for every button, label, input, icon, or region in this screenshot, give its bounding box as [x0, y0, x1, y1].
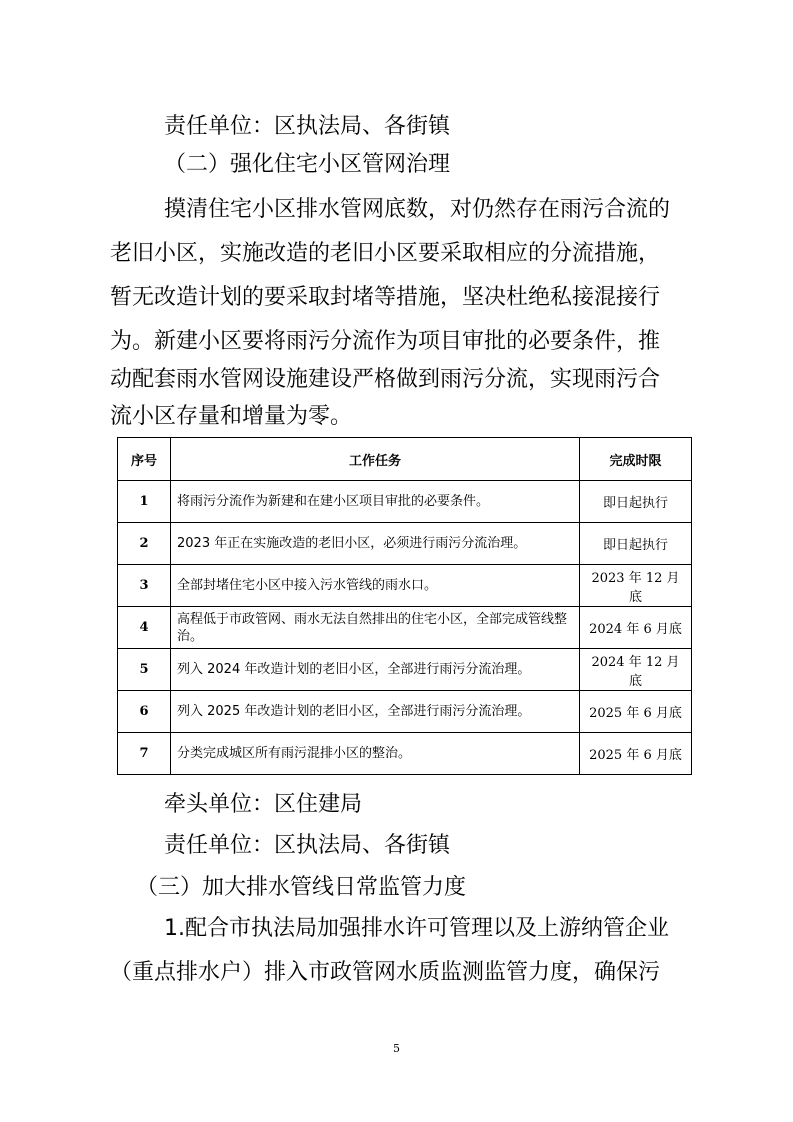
table-row	[118, 607, 692, 649]
row-number: 7	[118, 733, 171, 775]
row-deadline: 2025 年 6 月底	[580, 733, 692, 775]
header-deadline: 完成时限	[580, 438, 692, 481]
paragraph-line: 摸清住宅小区排水管网底数，对仍然存在雨污合流的	[164, 197, 671, 222]
table-row	[118, 733, 692, 775]
row-task: 将雨污分流作为新建和在建小区项目审批的必要条件。	[171, 481, 580, 523]
row-task: 列入 2025 年改造计划的老旧小区，全部进行雨污分流治理。	[171, 691, 580, 733]
paragraph-line: 动配套雨水管网设施建设严格做到雨污分流，实现雨污合	[110, 367, 661, 392]
lead-unit-line: 牵头单位：区住建局	[164, 792, 363, 817]
paragraph-line: 为。新建小区要将雨污分流作为项目审批的必要条件，推	[110, 329, 661, 354]
responsible-units-line: 责任单位：区执法局、各街镇	[164, 833, 451, 858]
table-row	[118, 481, 692, 523]
paragraph-line: 老旧小区，实施改造的老旧小区要采取相应的分流措施，	[110, 241, 661, 266]
row-task: 2023 年正在实施改造的老旧小区，必须进行雨污分流治理。	[171, 523, 580, 565]
row-task: 全部封堵住宅小区中接入污水管线的雨水口。	[171, 565, 580, 607]
paragraph-line: 流小区存量和增量为零。	[110, 404, 353, 429]
row-deadline: 2024 年 6 月底	[580, 607, 692, 649]
header-seq: 序号	[118, 438, 171, 481]
row-deadline: 2025 年 6 月底	[580, 691, 692, 733]
table-row	[118, 523, 692, 565]
row-task: 高程低于市政管网、雨水无法自然排出的住宅小区，全部完成管线整治。	[171, 607, 580, 649]
table-row	[118, 691, 692, 733]
section-heading-3: （三）加大排水管线日常监管力度	[136, 875, 467, 900]
row-number: 3	[118, 565, 171, 607]
page-number: 5	[393, 1042, 400, 1055]
table-row	[118, 649, 692, 691]
row-deadline: 即日起执行	[580, 481, 692, 523]
responsible-units-line: 责任单位：区执法局、各街镇	[164, 114, 451, 139]
row-number: 2	[118, 523, 171, 565]
row-number: 5	[118, 649, 171, 691]
paragraph-line: （重点排水户）排入市政管网水质监测监管力度，确保污	[110, 960, 661, 985]
paragraph-line: 1.配合市执法局加强排水许可管理以及上游纳管企业	[164, 916, 669, 941]
row-deadline: 2024 年 12 月底	[580, 649, 692, 691]
section-heading-2: （二）强化住宅小区管网治理	[164, 152, 451, 177]
table-row	[118, 565, 692, 607]
row-task: 分类完成城区所有雨污混排小区的整治。	[171, 733, 580, 775]
row-deadline: 即日起执行	[580, 523, 692, 565]
header-task: 工作任务	[171, 438, 580, 481]
table-header-row	[118, 438, 692, 481]
row-number: 4	[118, 607, 171, 649]
paragraph-line: 暂无改造计划的要采取封堵等措施，坚决杜绝私接混接行	[110, 285, 661, 310]
row-deadline: 2023 年 12 月底	[580, 565, 692, 607]
row-number: 6	[118, 691, 171, 733]
task-table	[117, 437, 692, 775]
row-number: 1	[118, 481, 171, 523]
row-task: 列入 2024 年改造计划的老旧小区，全部进行雨污分流治理。	[171, 649, 580, 691]
